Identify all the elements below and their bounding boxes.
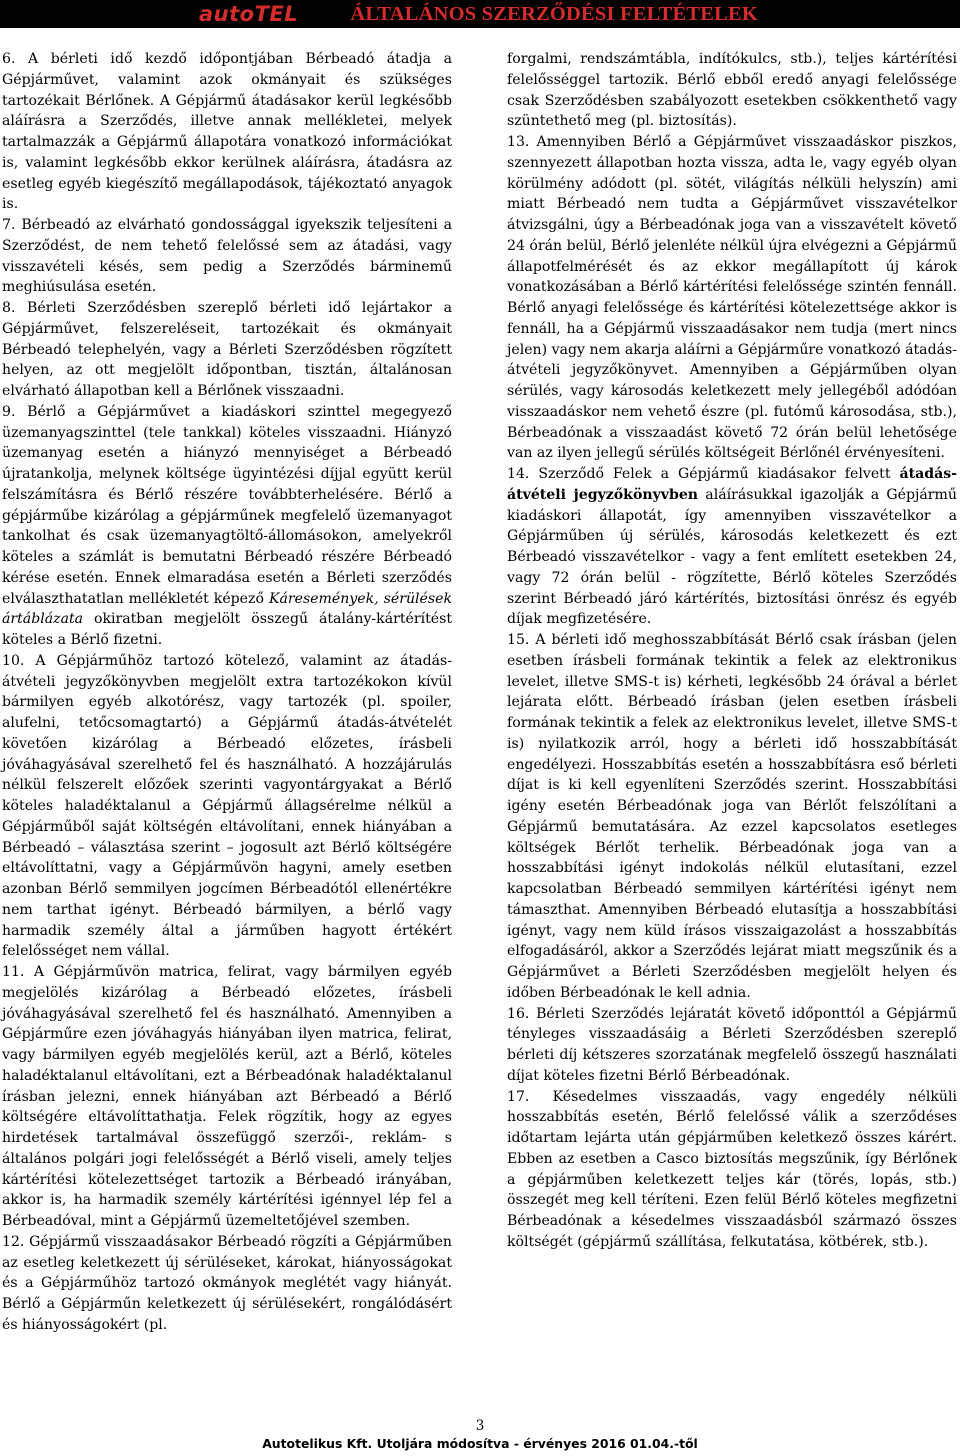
section-12: 12. Gépjármű visszaadásakor Bérbeadó rögzíti a Gépjárműben az esetleg keletkezett új sérüléseket, károkat, hiányosságokat és a Gépjárműhöz tartozó okmányok meglétét vagy hiányát. Bérlő a Gépjárműn keletkezett új sérülésekért, rongálódásért és hiányosságokért (pl. xyxy=(2,1233,452,1333)
section-11: 11. A Gépjárművön matrica, felirat, vagy bármilyen egyéb megjelölés kizárólag a Bérbeadó előzetes, írásbeli jóváhagyásával szerelhető fel és használható. Amennyiben a Gépjárműre ezen jóváhagyás hiányában ilyen matrica, felirat, vagy bármilyen egyéb megjelölés kerül, azt a Bérlő, köteles haladéktalanul eltávolítani, ezt a Bérbeadónak haladéktalanul írásban jelezni, ennek hiányában azt Bérbeadó a Bérlő költségére eltávolíttathatja. Felek rögzítik, hogy az egyes hirdetések tartalmával összefüggő szerzői-, reklám- s általános polgári jogi felelősségét a Bérlő viseli, amely teljes kártérítési kötelezettséget tartozik a Bérbeadó irányában, akkor is, ha harmadik személy kártérítési igénnyel lép fel a Bérbeadóval, mint a Gépjármű üzemeltetőjével szemben. xyxy=(2,964,452,1229)
left-column xyxy=(2,49,452,1336)
section-14-text-a: 14. Szerződő Felek a Gépjármű kiadásakor felvett xyxy=(507,466,900,482)
document-title: ÁLTALÁNOS SZERZŐDÉSI FELTÉTELEK xyxy=(350,3,758,25)
section-13: 13. Amennyiben Bérlő a Gépjárművet visszaadáskor piszkos, szennyezett állapotban hozta vissza, adta le, vagy egyéb olyan körülmény adódott (pl. sötét, világítás nélküli helyszín) ami miatt Bérbeadó nem tudta a Gépjárművet visszavételkor átvizsgálni, úgy a Bérbeadónak joga van a visszavételt követő 24 órán belül, Bérlő jelenléte nélkül újra elvégezni a Gépjármű állapotfelmérését és az ekkor megállapított új károk vonatkozásában a Bérlő kártérítési felelőssége szintén fennáll. Bérlő anyagi felelőssége és kártérítési kötelezettsége akkor is fennáll, ha a Gépjármű visszaadásakor nem tudja (mert nincs jelen) vagy nem akarja aláírni a Gépjárműre vonatkozó átadás-átvételi jegyzőkönyvet. Amennyiben a Gépjárműben olyan sérülés, vagy károsodás keletkezett mely jellegéből adódóan visszaadáskor nem vehető észre (pl. futómű károsodása, stb.), Bérbeadónak a visszaadást követő 72 órán belül lehetősége van az ilyen jellegű sérülés költségeit Bérlőnél érvényesíteni. xyxy=(507,134,957,462)
section-9-italic-ref: Káresemények, sérülések ártáblázata xyxy=(2,590,452,628)
section-14-bold-term: átadás-átvételi jegyzőkönyvben xyxy=(507,466,957,503)
section-12-continued: forgalmi, rendszámtábla, indítókulcs, stb.), teljes kártérítési felelősséggel tartozik. Bérlő ebből eredő anyagi felelőssége csak Szerződésben szabályozott esetekben csökkenthető vagy szüntethető meg (pl. biztosítás). xyxy=(507,51,957,130)
section-16: 16. Bérleti Szerződés lejáratát követő időponttól a Gépjármű tényleges visszaadásáig a Bérleti Szerződésben szereplő bérleti díj kétszeres szorzatának megfelelő összegű használati díjat köteles fizetni Bérlő Bérbeadónak. xyxy=(507,1005,957,1084)
autotel-logo xyxy=(199,0,298,28)
section-8: 8. Bérleti Szerződésben szereplő bérleti idő lejártakor a Gépjárművet, felszereléseit, tartozékait és okmányait Bérbeadó telephelyén, vagy a Bérleti Szerződésben rögzített helyen, az ott megjelölt időpontban, tisztán, általánosan elvárható állapotban kell a Bérlőnek visszaadni. xyxy=(2,300,452,399)
page-number: 3 xyxy=(475,1418,485,1434)
logo-auto: auto xyxy=(199,2,255,26)
right-column xyxy=(507,49,957,1253)
logo-tel: TEL xyxy=(254,2,299,26)
section-15: 15. A bérleti idő meghosszabbítását Bérlő csak írásban (jelen esetben írásbeli formának tekintik a felek az elektronikus levelet, illetve SMS-t is) kérheti, legkésőbb 24 órával a bérlet lejárata előtt. Bérbeadó írásban (jelen esetben írásbeli formának tekintik a felek az elektronikus levelet, illetve SMS-t is) nyilatkozik arról, hogy a bérleti idő hosszabbítását engedélyezi. Hosszabbítás esetén a hosszabbításra eső bérleti díjat is ki kell egyenlíteni Szerződés szerint. Hosszabbítási igény esetén Bérbeadónak joga van Bérlőt felszólítani a Gépjármű bemutatására. Az ezzel kapcsolatos esetleges költségek Bérlőt terhelik. Bérbeadónak joga van a hosszabbítási igényt indokolás nélkül elutasítani, ezzel kapcsolatban Bérbeadó semmilyen kártérítési igényt nem támaszthat. Amennyiben Bérbeadó elutasítja a hosszabbítási igényt, vagy nem küld írásos visszaigazolást a hosszabbítás elfogadásáról, akkor a Szerződés lejárat miatt megszűnik és a Gépjárművet a Bérleti Szerződésben megjelölt helyen és időben Bérbeadónak le kell adnia. xyxy=(507,632,957,1001)
section-10: 10. A Gépjárműhöz tartozó kötelező, valamint az átadás-átvételi jegyzőkönyvben megjelölt extra tartozékokon kívül bármilyen egyéb alkotórész, vagy tartozék (pl. spoiler, alufelni, tetőcsomagtartó) a Gépjármű átadás-átvételét követően kizárólag a Bérbeadó előzetes, írásbeli jóváhagyásával szerelhető fel és használható. A hozzájárulás nélkül felszerelt előzőek szerinti vagyontárgyakat a Bérlő köteles haladéktalanul a Gépjármű állagsérelme nélkül a Gépjárműből saját költségén eltávolítani, ennek hiányában a Bérbeadó – választása szerint – jogosult azt Bérlő költségére eltávolíttatni, vagy a Gépjárművön hagyni, amely esetben azonban Bérlő semmilyen jogcímen Bérbeadótól ellenértékre nem tarthat igényt. Bérbeadó bármilyen, a bérlő vagy harmadik személy által a járműben hagyott értékért felelősséget nem vállal. xyxy=(2,652,452,960)
section-17: 17. Késedelmes visszaadás, vagy engedély nélküli hosszabbítás esetén, Bérlő felelőssé válik a szerződéses időtartam lejárta után gépjárműben keletkező összes kárért. Ebben az esetben a Casco biztosítás megszűnik, így Bérlőnek a gépjárműben keletkezett teljes kár (törés, lopás, stb.) összegét meg kell téríteni. Ezen felül Bérlő köteles megfizetni Bérbeadónak a késedelmes visszaadásból származó összes költségét (gépjármű szállítása, felkutatása, kötbérek, stb.). xyxy=(507,1088,957,1250)
section-6: 6. A bérleti idő kezdő időpontjában Bérbeadó átadja a Gépjárművet, valamint azok okmányait és szükséges tartozékait Bérlőnek. A Gépjármű átadásakor kerül legkésőbb aláírásra a Szerződés, illetve annak mellékletei, melyek tartalmazzák a Gépjármű állapotára vonatkozó információkat is, valamint legkésőbb ekkor kerülnek aláírásra, átadásra az esetleg egyéb kiegészítő megállapodások, tájékoztató anyagok is. xyxy=(2,51,452,213)
section-9 xyxy=(2,402,452,651)
header-bar xyxy=(0,0,960,28)
footer-text: Autotelikus Kft. Utoljára módosítva - érvényes 2016 01.04.-től xyxy=(262,1436,698,1451)
section-9-text-a: 9. Bérlő a Gépjárművet a kiadáskori szinttel megegyező üzemanyagszinttel (tele tankkal) köteles visszaadni. Hiányzó üzemanyag esetén a hiányzó mennyiséget a Bérbeadó újratankolja, melynek költsége ügyintézési díjjal együtt kerül felszámításra és Bérlő részére továbbterhelésére. Bérlő a gépjárműbe kizárólag a gépjárműnek megfelelő üzemanyagot tankolhat és csak üzemanyagtöltő-állomásokon, amelyekről köteles a számlát is bemutatni Bérbeadó részére Bérbeadó kérése esetén. Ennek elmaradása esetén a Bérleti szerződés elválaszthatatlan mellékletét képező xyxy=(2,403,452,607)
section-14-text-b: aláírásukkal igazolják a Gépjármű kiadáskori állapotát, így amennyiben visszavételkor a Gépjárműben új sérülés, károsodás keletkezett és ezt Bérbeadó visszavételkor - vagy a fent említett esetekben 24, vagy 72 órán belül - rögzítette, Bérlő köteles Szerződés szerint Bérbeadó járó kártérítés, biztosítási önrész és egyéb díjak megfizetésére. xyxy=(507,486,957,628)
section-7: 7. Bérbeadó az elvárható gondossággal igyekszik teljesíteni a Szerződést, de nem tehető felelőssé sem az átadási, vagy visszavételi késés, sem pedig a Szerződés bárminemű meghiúsulása esetén. xyxy=(2,217,452,296)
section-9-text-b: okiratban megjelölt összegű átalány-kártérítést köteles a Bérlő fizetni. xyxy=(2,611,452,648)
section-14 xyxy=(507,464,957,630)
